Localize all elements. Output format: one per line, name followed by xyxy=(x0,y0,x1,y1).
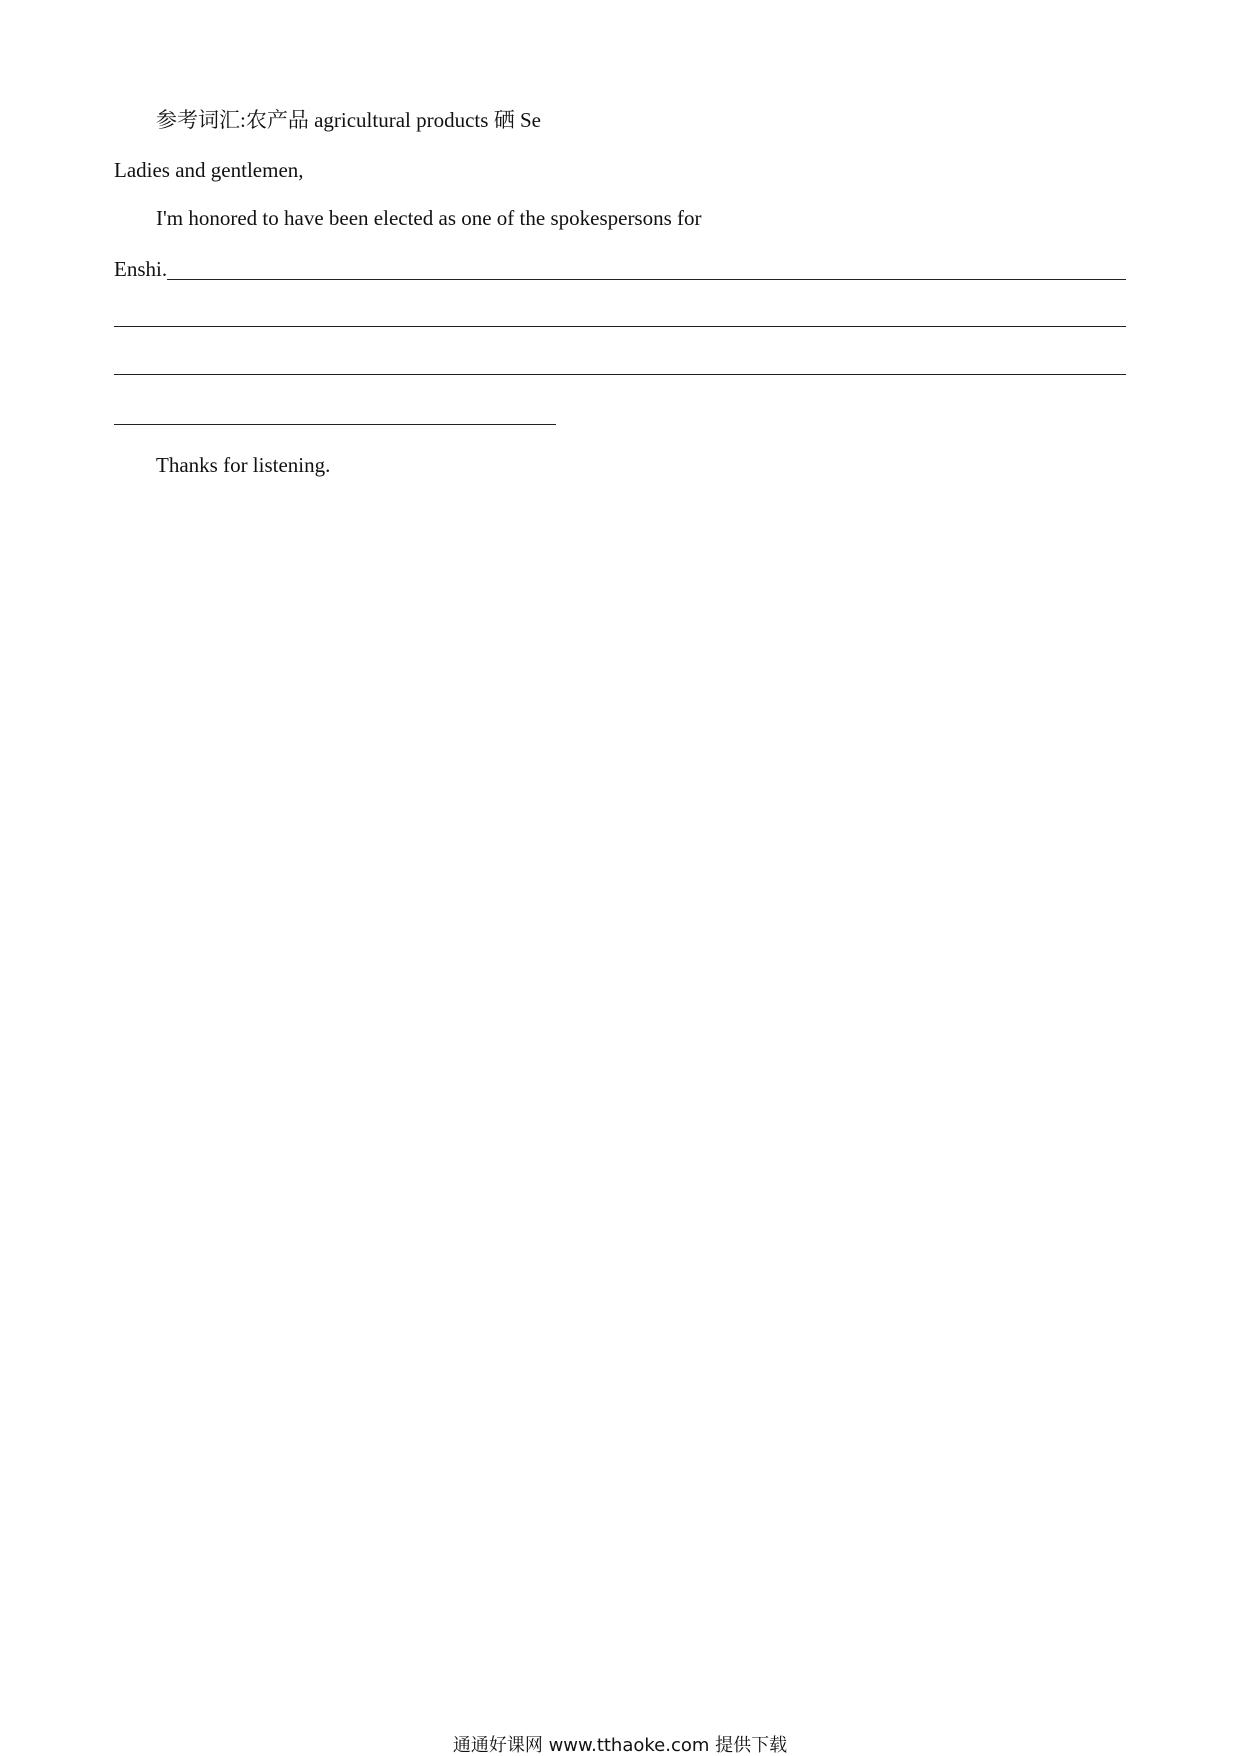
continuation-start-text: Enshi. xyxy=(114,257,168,281)
answer-blank-4[interactable] xyxy=(114,424,556,425)
speech-opening-sentence: I'm honored to have been elected as one of the spokespersons for xyxy=(156,206,702,230)
speech-greeting: Ladies and gentlemen, xyxy=(114,158,304,182)
answer-blank-2[interactable] xyxy=(114,326,1126,327)
answer-blank-3[interactable] xyxy=(114,374,1126,375)
speech-closing: Thanks for listening. xyxy=(156,453,331,477)
page-footer-source: 通通好课网 www.tthaoke.com 提供下载 xyxy=(452,1735,788,1756)
reference-vocabulary-line: 参考词汇:农产品 agricultural products 硒 Se xyxy=(156,108,541,132)
answer-line-1 xyxy=(114,254,1126,282)
answer-blank-1[interactable] xyxy=(167,257,1126,280)
